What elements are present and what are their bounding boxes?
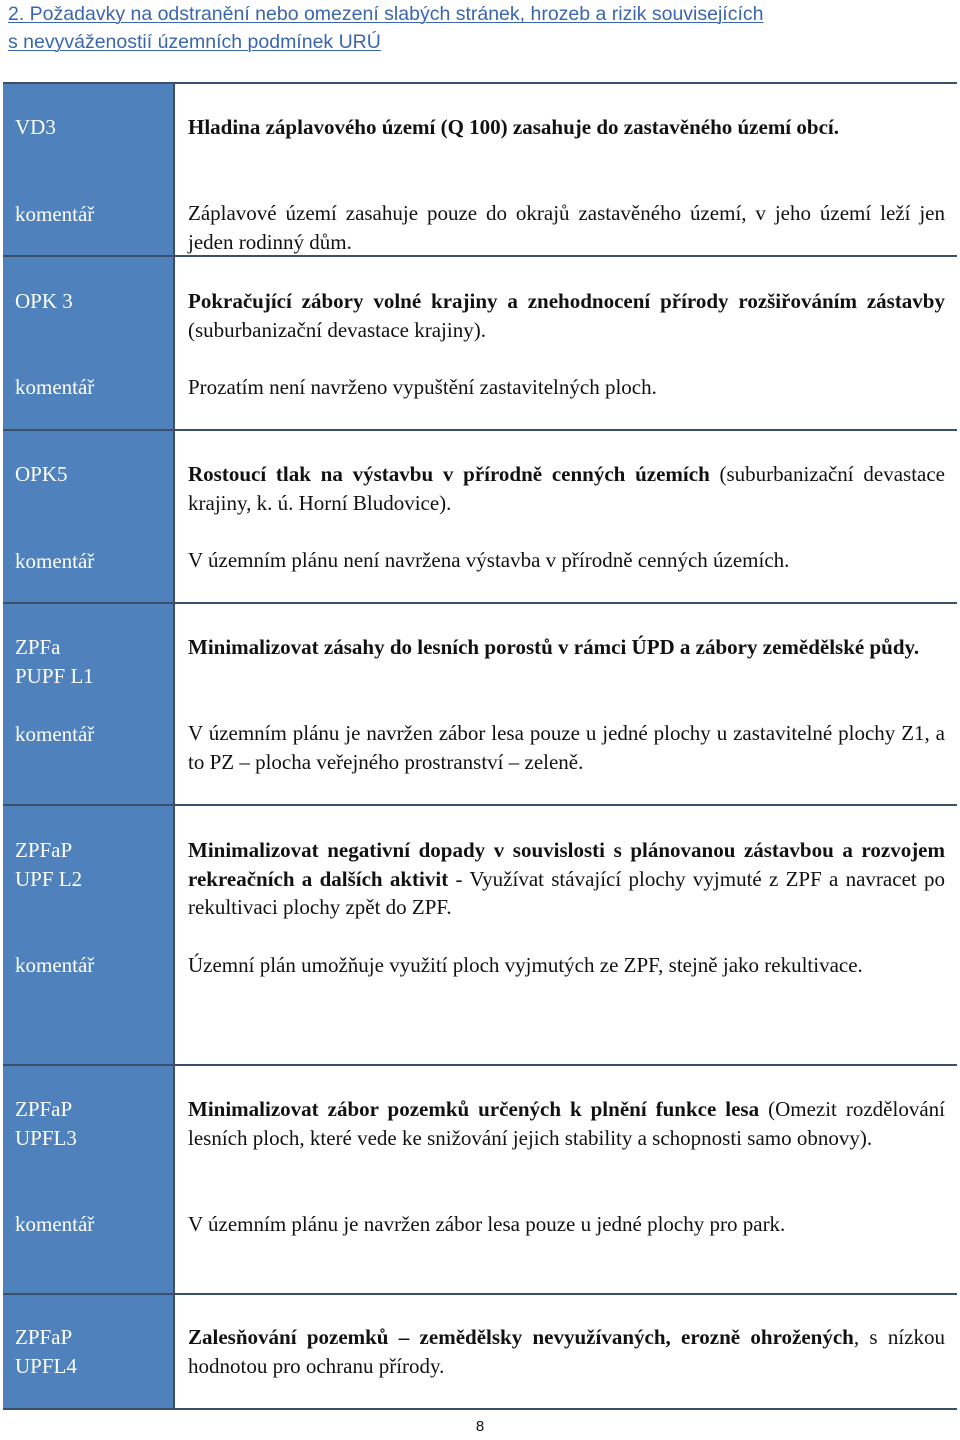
requirement-text (188, 633, 945, 662)
requirements-table (3, 82, 957, 1410)
comment-label: komentář (15, 375, 95, 399)
page-number: 8 (475, 1418, 485, 1435)
row-label-cell (3, 84, 175, 255)
requirement-bold: Minimalizovat zábor pozemků určených k plnění funkce lesa (188, 1097, 760, 1121)
requirement-bold: Minimalizovat negativní dopady v souvislosti s plánovanou zástavbou a rozvojem rekreačních a dalších aktivit (188, 838, 945, 891)
comment-text: V územním plánu není navržena výstavba v přírodně cenných územích. (188, 548, 790, 572)
comment-text: Záplavové území zasahuje pouze do okrajů zastavěného území, v jeho území leží jen jeden rodinný dům. (188, 201, 945, 254)
requirement-rest: (suburbanizační devastace krajiny, k. ú. Horní Bludovice). (188, 462, 945, 515)
requirement-bold: Zalesňování pozemků – zemědělsky nevyužívaných, erozně ohrožených (188, 1325, 854, 1349)
row-code: ZPFa PUPF L1 (15, 635, 94, 688)
requirement-text (188, 1095, 945, 1152)
requirement-rest: - Využívat stávající plochy vyjmuté z ZPF a navracet po rekultivaci plochy zpět do ZPF. (188, 866, 945, 919)
section-heading-line-2: s nevyváženostií územních podmínek URÚ (8, 31, 381, 53)
requirement-rest: (suburbanizační devastace krajiny). (188, 317, 486, 342)
requirement-text (188, 113, 945, 142)
comment-text: V územním plánu je navržen zábor lesa pouze u jedné plochy u zastavitelné plochy Z1, a to PZ – plocha veřejného prostranství – zeleně. (188, 721, 945, 774)
comment-label: komentář (15, 202, 95, 226)
requirement-bold: Rostoucí tlak na výstavbu v přírodně cenných územích (188, 462, 710, 486)
row-code: OPK5 (15, 462, 68, 486)
requirement-bold: Hladina záplavového území (Q 100) zasahuje do zastavěného území obcí. (188, 115, 839, 139)
table-row (3, 84, 957, 257)
table-row (3, 1295, 957, 1410)
row-label-cell (3, 257, 175, 429)
section-heading (8, 0, 952, 56)
section-heading-line-1: 2. Požadavky na odstranění nebo omezení slabých stránek, hrozeb a rizik souvisejících (8, 3, 764, 25)
row-label-cell (3, 431, 175, 602)
table-row (3, 806, 957, 1066)
comment-text: Územní plán umožňuje využití ploch vyjmutých ze ZPF, stejně jako rekultivace. (188, 953, 863, 977)
table-row (3, 257, 957, 431)
comment-text: Prozatím není navrženo vypuštění zastavitelných ploch. (188, 375, 657, 399)
row-code: ZPFaP UPFL4 (15, 1325, 77, 1378)
requirement-text (188, 287, 945, 344)
requirement-bold: Minimalizovat zásahy do lesních porostů v rámci ÚPD a zábory zemědělské půdy. (188, 635, 920, 659)
requirement-text (188, 460, 945, 517)
requirement-rest: (Omezit rozdělování lesních ploch, které vede ke snižování jejich stability a schopnosti samo obnovy). (188, 1097, 945, 1150)
requirement-text (188, 836, 945, 922)
comment-label: komentář (15, 722, 95, 746)
comment-label: komentář (15, 953, 95, 977)
row-code: VD3 (15, 115, 56, 139)
row-code: ZPFaP UPF L2 (15, 838, 83, 891)
row-code: ZPFaP UPFL3 (15, 1097, 77, 1150)
requirement-bold: Pokračující zábory volné krajiny a znehodnocení přírody rozšiřováním zástavby (188, 289, 945, 313)
comment-label: komentář (15, 1212, 95, 1236)
row-code: OPK 3 (15, 289, 73, 313)
table-row (3, 1066, 957, 1295)
table-row (3, 604, 957, 806)
requirement-text (188, 1323, 945, 1380)
requirement-rest: , s nízkou hodnotou pro ochranu přírody. (188, 1325, 945, 1378)
comment-label: komentář (15, 549, 95, 573)
comment-text: V územním plánu je navržen zábor lesa pouze u jedné plochy pro park. (188, 1212, 786, 1236)
table-row (3, 431, 957, 604)
